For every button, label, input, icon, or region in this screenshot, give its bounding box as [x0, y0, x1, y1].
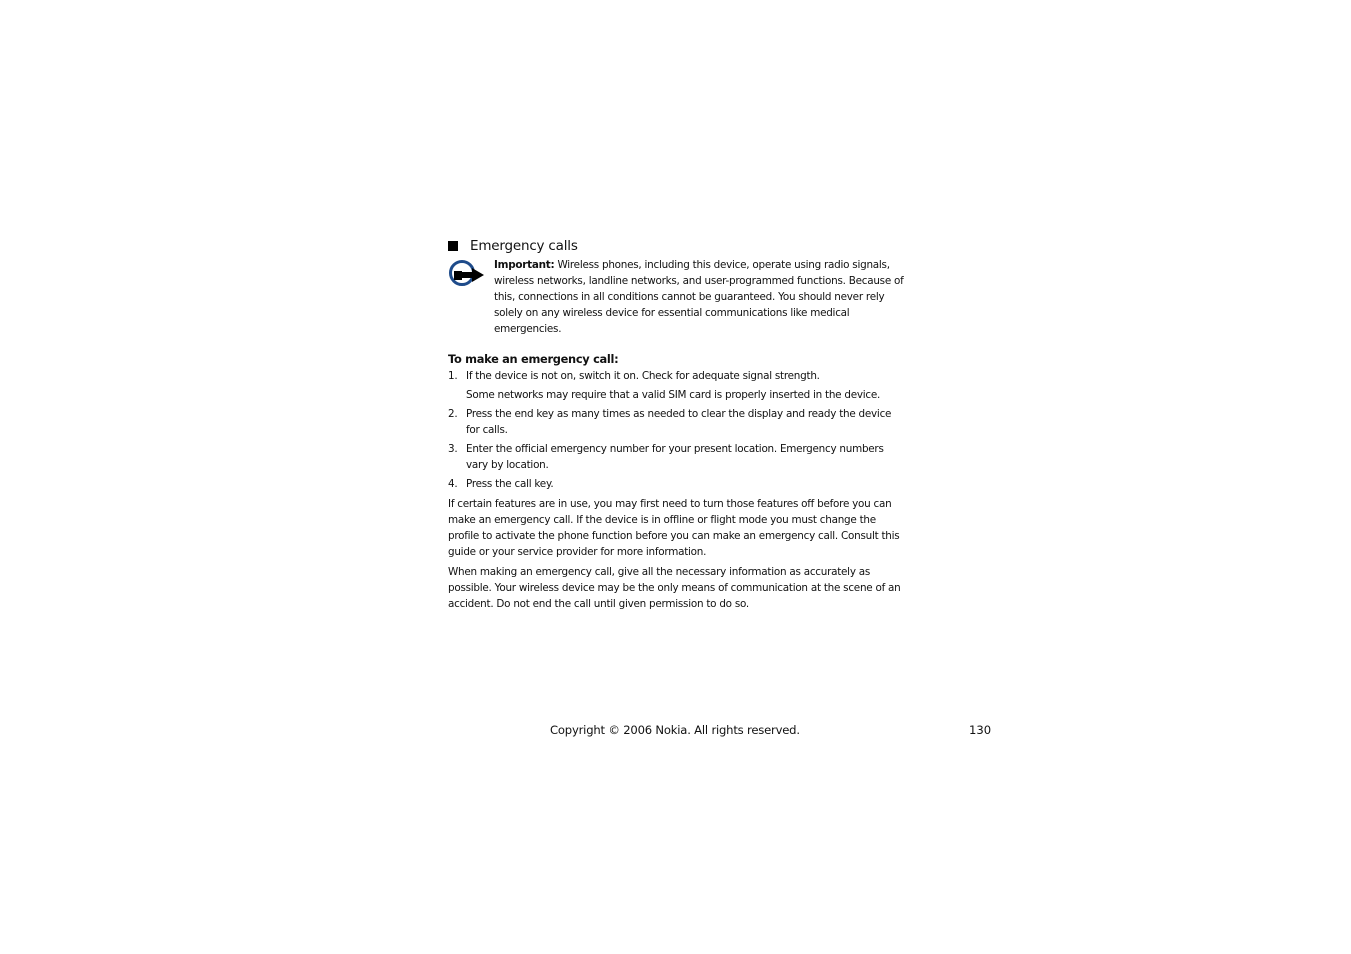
section-title: Emergency calls	[470, 238, 578, 254]
step-text: If the device is not on, switch it on. Check for adequate signal strength.	[466, 370, 820, 382]
section-heading	[448, 236, 904, 256]
step-text: Enter the official emergency number for your present location. Emergency numbers vary by location.	[466, 443, 884, 471]
important-note-text	[494, 257, 904, 337]
body-paragraph: When making an emergency call, give all the necessary information as accurately as possible. Your wireless device may be the only means of communication at the scene of an accident. Do not end the call until given permission to do so.	[448, 566, 901, 610]
step-number: 2.	[448, 408, 458, 420]
procedure-heading: To make an emergency call:	[448, 352, 619, 366]
important-label: Important:	[494, 259, 555, 271]
body-paragraph: If certain features are in use, you may first need to turn those features off before you can make an emergency call. If the device is in offline or flight mode you must change the profile to activate the phone function before you can make an emergency call. Consult this guide or your service provider for more information.	[448, 498, 900, 558]
page-number: 130	[969, 723, 992, 737]
section-bullet-icon	[448, 241, 458, 251]
list-item	[448, 368, 904, 403]
list-item	[448, 441, 904, 473]
page-content	[448, 236, 904, 612]
important-body: Wireless phones, including this device, operate using radio signals, wireless networks, landline networks, and user-programmed functions. Because of this, connections in all conditions cannot be guaranteed. You should never rely solely on any wireless device for essential communications like medical emergencies.	[494, 259, 904, 335]
step-text: Press the end key as many times as needed to clear the display and ready the device for calls.	[466, 408, 892, 436]
step-number: 4.	[448, 478, 458, 490]
list-item	[448, 406, 904, 438]
nokia-note-hand-icon	[448, 260, 486, 288]
step-number: 1.	[448, 370, 458, 382]
procedure-steps	[448, 368, 904, 492]
footer-copyright: Copyright © 2006 Nokia. All rights reserved.	[550, 723, 800, 737]
list-item	[448, 476, 904, 492]
step-number: 3.	[448, 443, 458, 455]
step-text: Press the call key.	[466, 478, 554, 490]
step-extra-text: Some networks may require that a valid SIM card is properly inserted in the device.	[466, 389, 881, 401]
important-note	[448, 257, 904, 339]
